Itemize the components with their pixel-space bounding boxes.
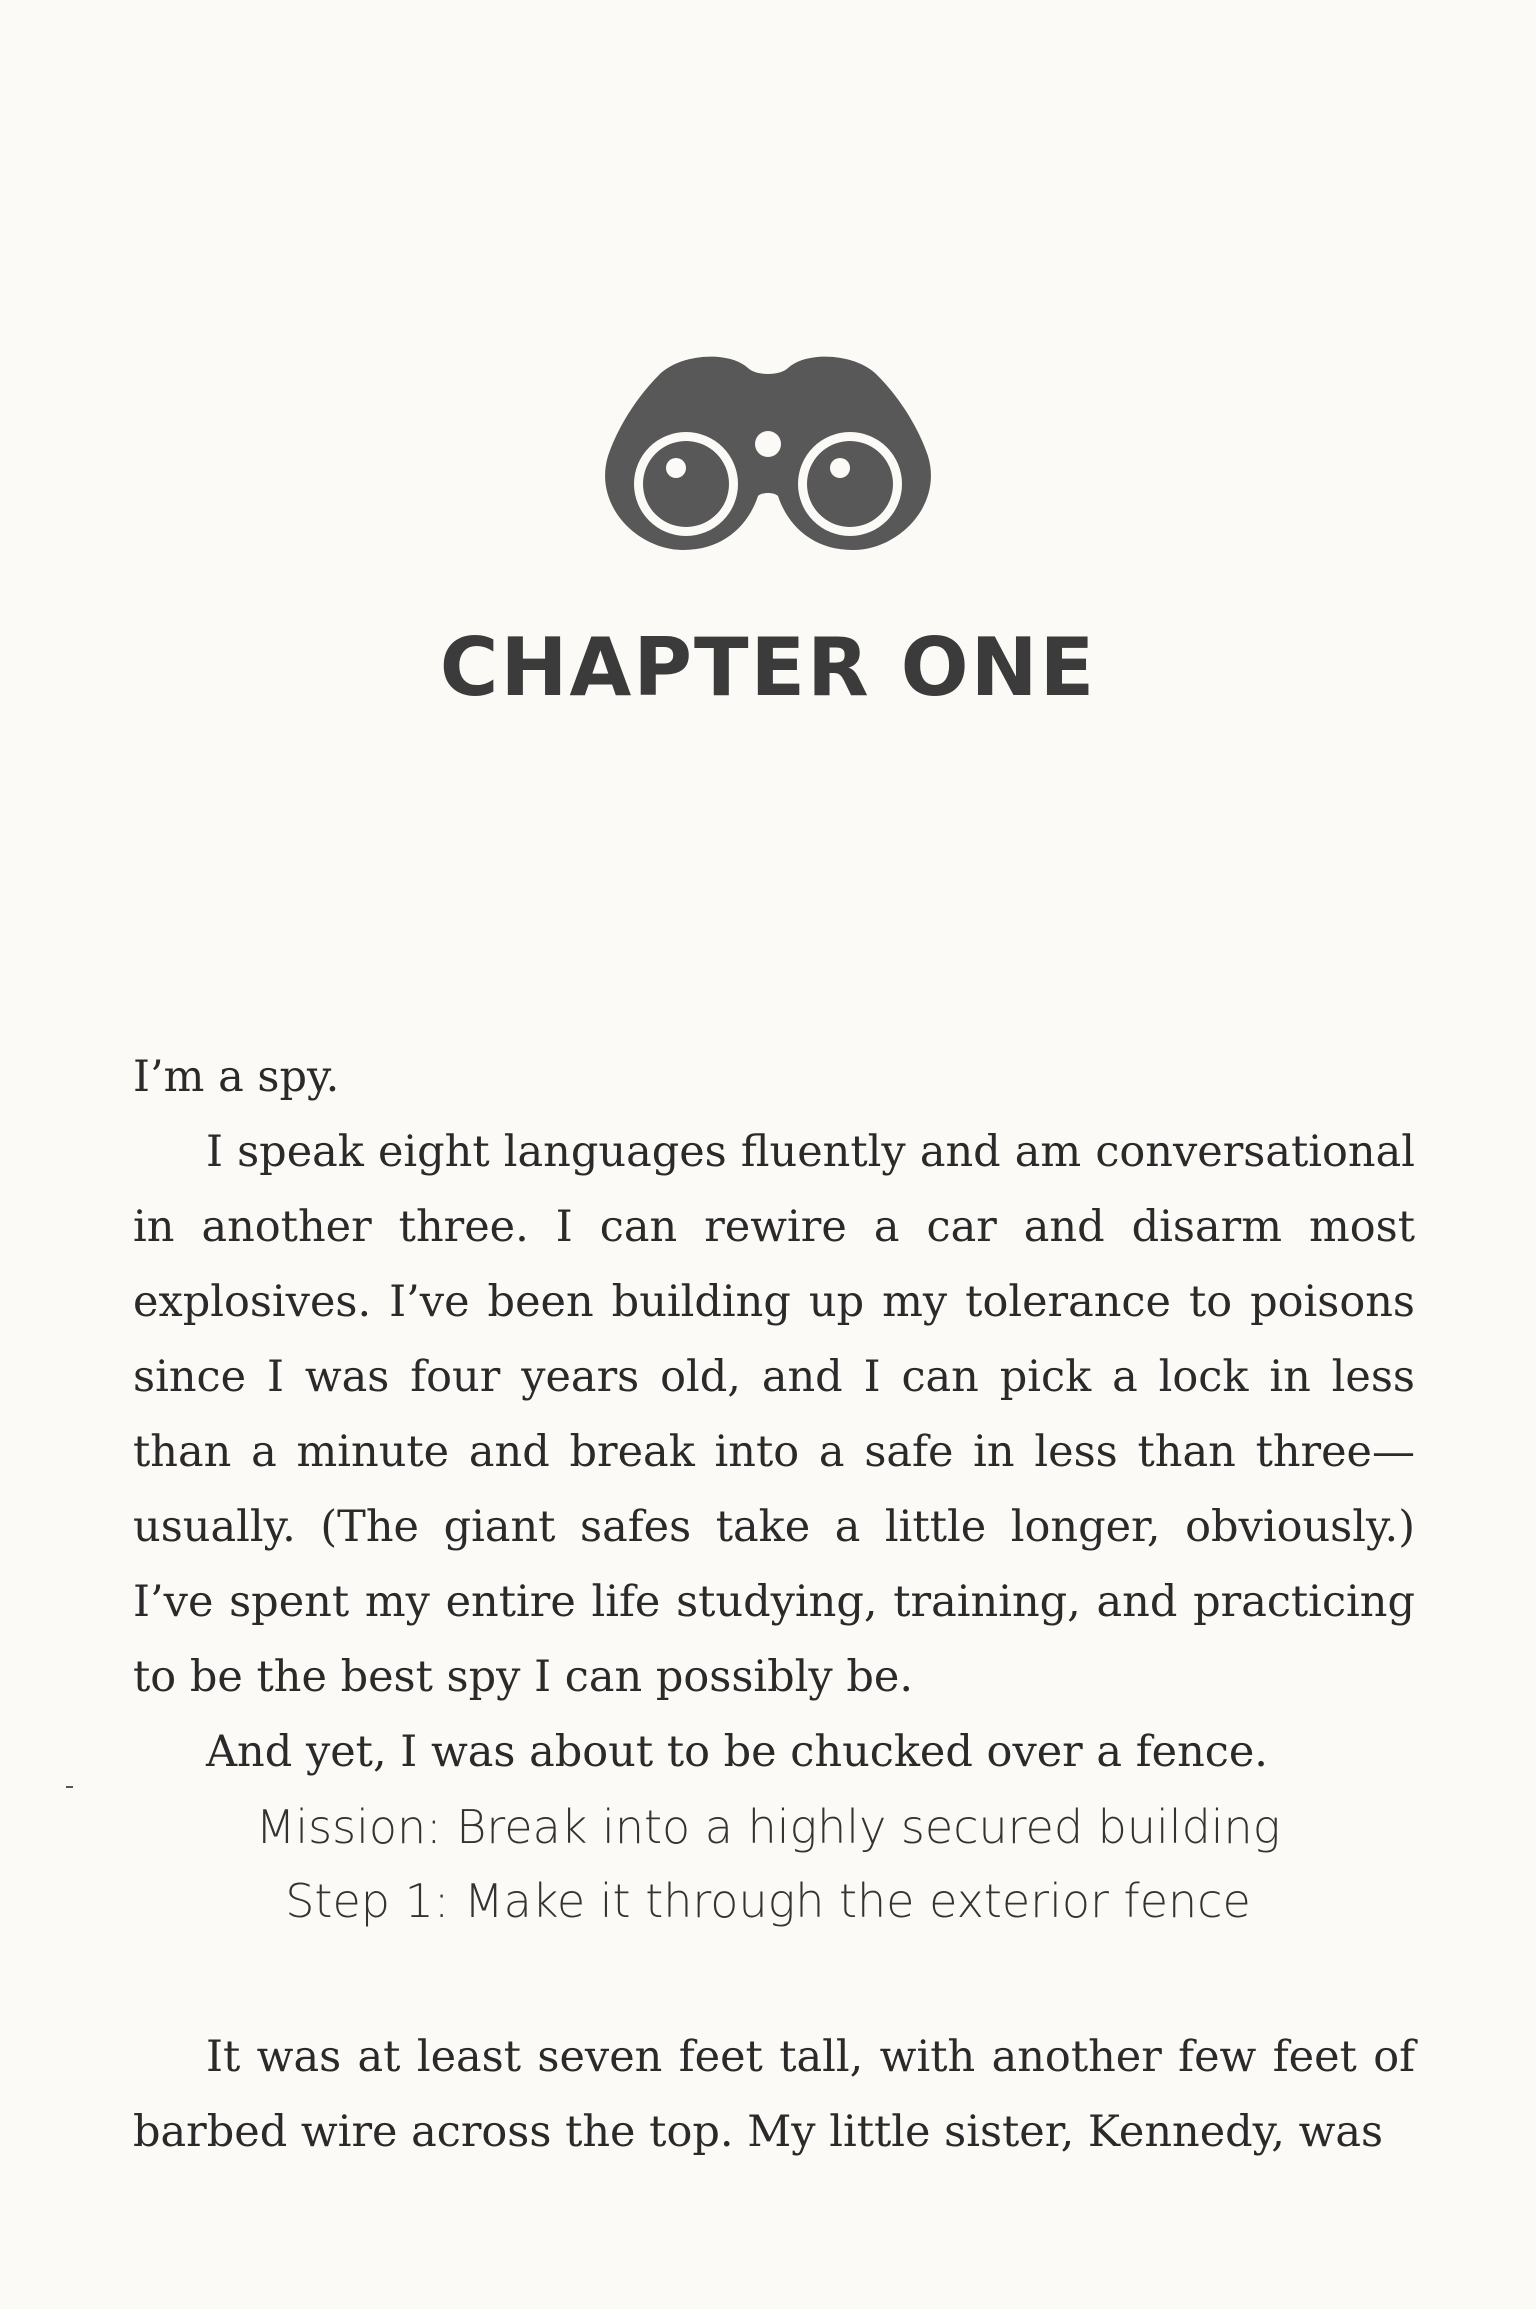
paragraph-2: And yet, I was about to be chucked over a fence.	[206, 1727, 1268, 1777]
stray-mark	[66, 1786, 73, 1788]
chapter-body	[133, 1040, 1415, 1790]
opening-line: I’m a spy.	[133, 1052, 340, 1102]
mission-block	[0, 1790, 1536, 1938]
step-line: Step 1: Make it through the exterior fence	[285, 1874, 1251, 1928]
binoculars-icon	[598, 346, 938, 550]
paragraph-3: It was at least seven feet tall, with another few feet of barbed wire across the top. My little sister, Kennedy, was	[133, 2032, 1415, 2157]
mission-line: Mission: Break into a highly secured building	[255, 1800, 1281, 1854]
paragraph-1: I speak eight languages fluently and am conversational in another three. I can rewire a car and disarm most explosives. I’ve been building up my tolerance to poisons since I was four years old, and I can pick a lock in less than a minute and break into a safe in less than three—usually. (The giant safes take a little longer, obviously.) I’ve spent my entire life studying, training, and practicing to be the best spy I can possibly be.	[133, 1127, 1415, 1702]
chapter-title: CHAPTER ONE	[439, 621, 1097, 714]
continuation-body	[133, 2020, 1415, 2170]
